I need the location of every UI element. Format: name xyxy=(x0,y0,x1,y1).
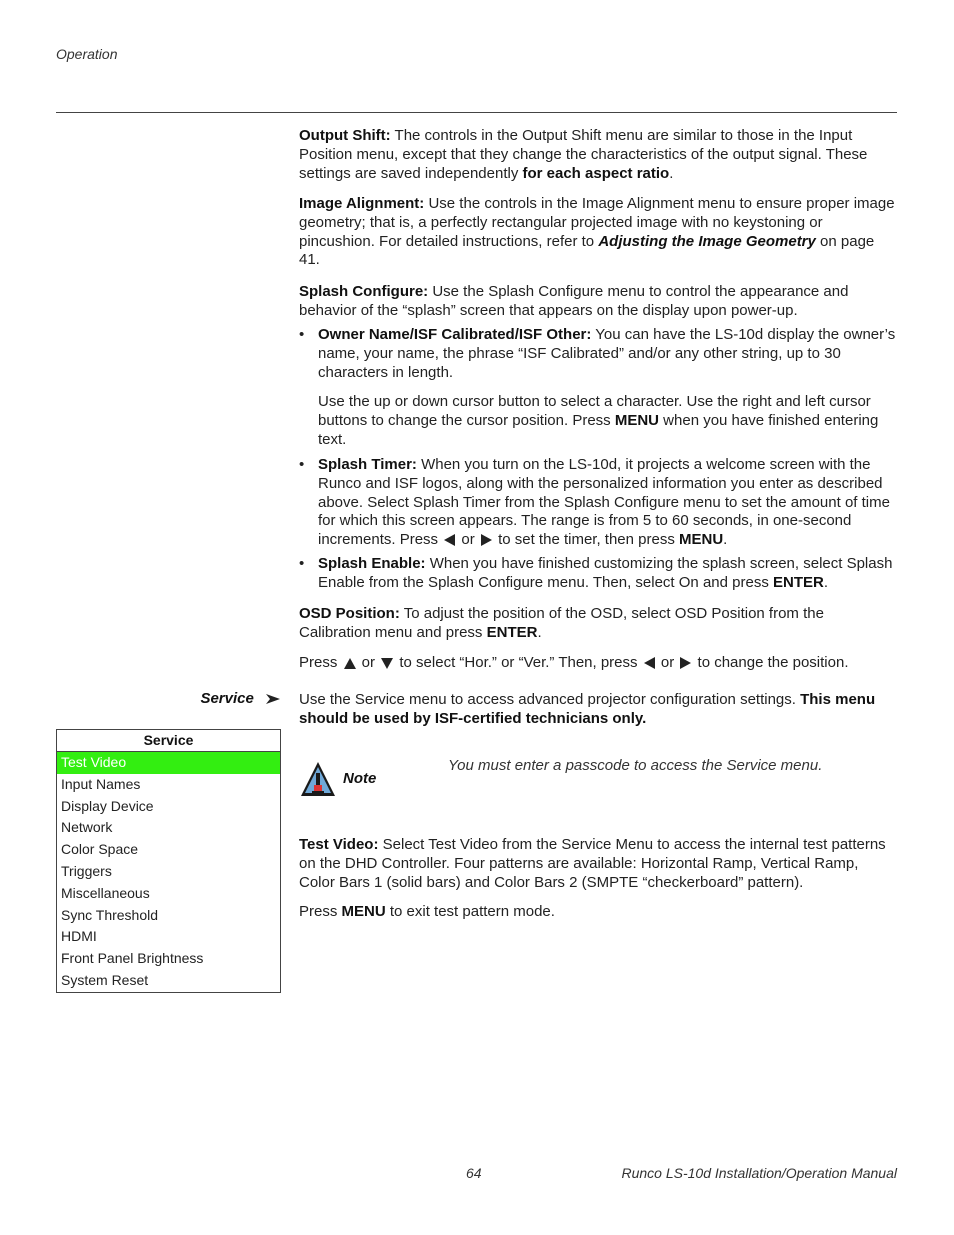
splash-timer-text: When you turn on the LS-10d, it projects a welcome screen with the Runco and ISF logos, along with the personalized information you enter as described above. Select Splash Timer from the Splash Configure menu to set the amount of time for which this screen appears. The range is from 5 to 60 seconds, in one-second increments. Press xyxy=(318,456,890,549)
left-arrow-icon xyxy=(444,534,455,546)
splash-configure-paragraph xyxy=(299,283,897,321)
service-menu-item[interactable]: HDMI xyxy=(61,928,97,945)
service-menu-list xyxy=(57,752,280,992)
service-menu xyxy=(56,729,281,993)
owner-name-instructions xyxy=(299,393,897,449)
note-label: Note xyxy=(343,770,377,787)
osd-press-paragraph xyxy=(299,654,897,673)
image-alignment-text: Use the controls in the Image Alignment menu to ensure proper image geometry; that is, a perfectly rectangular projected image with no keystoning or pincushion. For detailed instructions, refer to xyxy=(299,195,895,250)
output-shift-label: Output Shift: xyxy=(299,127,391,144)
service-text: Use the Service menu to access advanced projector configuration settings. xyxy=(299,691,801,708)
service-menu-title: Service xyxy=(57,730,280,752)
output-shift-bold: for each aspect ratio xyxy=(522,164,670,182)
change-text: to change the position. xyxy=(693,654,849,671)
splash-enable-end: . xyxy=(823,573,828,591)
output-shift-end: . xyxy=(669,164,674,182)
osd-position-end: . xyxy=(537,623,542,641)
service-warning: This menu should be used by ISF-certified technicians only. xyxy=(299,691,876,727)
menu-keyword: MENU xyxy=(614,411,660,429)
service-menu-item[interactable]: Test Video xyxy=(57,752,280,774)
service-section-heading xyxy=(150,690,280,707)
down-arrow-icon xyxy=(381,658,393,669)
service-menu-item[interactable]: Sync Threshold xyxy=(61,906,159,923)
header-rule xyxy=(56,112,897,113)
or-text: or xyxy=(357,654,380,671)
or-text: or xyxy=(457,531,479,549)
splash-timer-label: Splash Timer: xyxy=(318,456,417,473)
owner-name-p2-end: when you have finished entering text. xyxy=(318,411,879,448)
splash-enable-label: Splash Enable: xyxy=(318,555,426,572)
arrow-marker-icon xyxy=(266,693,280,705)
osd-position-text: To adjust the position of the OSD, select OSD Position from the Calibration menu and press xyxy=(299,605,824,641)
note-warning-icon xyxy=(300,760,336,798)
service-menu-item[interactable]: Front Panel Brightness xyxy=(61,950,204,967)
output-shift-text: The controls in the Output Shift menu are similar to those in the Input Position menu, except that they change the characteristics of the output signal. These settings are saved independently xyxy=(299,127,868,182)
service-menu-item[interactable]: Miscellaneous xyxy=(61,884,150,901)
splash-enable-text: When you have finished customizing the splash screen, select Splash Enable from the Splash Configure menu. Then, select On and press xyxy=(318,555,893,591)
menu-keyword: MENU xyxy=(679,531,724,549)
service-menu-item[interactable]: Input Names xyxy=(61,775,141,792)
osd-position-label: OSD Position: xyxy=(299,605,400,622)
image-alignment-end: on page 41. xyxy=(299,232,875,269)
image-geometry-link[interactable]: Adjusting the Image Geometry xyxy=(598,232,816,250)
or-text: or xyxy=(656,654,679,671)
running-header: Operation xyxy=(56,46,118,62)
enter-keyword: ENTER xyxy=(772,573,824,591)
bullet-dot: • xyxy=(299,456,305,473)
bullet-dot: • xyxy=(299,555,305,572)
image-alignment-label: Image Alignment: xyxy=(299,195,425,212)
right-arrow-icon xyxy=(481,534,492,546)
note-text: You must enter a passcode to access the Service menu. xyxy=(448,757,823,774)
image-alignment-paragraph xyxy=(299,195,897,270)
left-arrow-icon xyxy=(644,657,655,669)
splash-timer-bullet xyxy=(299,456,897,550)
manual-title: Runco LS-10d Installation/Operation Manual xyxy=(621,1165,897,1181)
service-menu-item[interactable]: Triggers xyxy=(61,862,112,879)
service-menu-item[interactable]: Network xyxy=(61,819,113,836)
test-video-text: Select Test Video from the Service Menu to access the internal test patterns on the DHD Controller. Four patterns are available: Horizontal Ramp, Vertical Ramp, Color Bars 1 (solid bars) and Color Bars 2 (SMPTE “checkerboard” pattern). xyxy=(299,836,886,891)
test-video-exit-paragraph xyxy=(299,903,897,922)
service-paragraph xyxy=(299,691,897,729)
owner-name-p2: Use the up or down cursor button to select a character. Use the right and left cursor buttons to change the cursor position. Press xyxy=(318,393,871,429)
select-text: to select “Hor.” or “Ver.” Then, press xyxy=(395,654,642,671)
splash-configure-label: Splash Configure: xyxy=(299,283,429,300)
splash-enable-bullet xyxy=(299,555,897,593)
exit-text: to exit test pattern mode. xyxy=(385,903,555,920)
right-arrow-icon xyxy=(680,657,691,669)
owner-name-text: You can have the LS-10d display the owner’s name, your name, the phrase “ISF Calibrated” and/or any other string, up to 30 characters in length. xyxy=(318,326,896,381)
splash-configure-text: Use the Splash Configure menu to control the appearance and behavior of the “splash” screen that appears on the display upon power-up. xyxy=(299,283,849,319)
bullet-dot: • xyxy=(299,326,305,343)
osd-position-paragraph xyxy=(299,605,897,643)
splash-timer-after: to set the timer, then press xyxy=(493,531,679,549)
owner-name-label: Owner Name/ISF Calibrated/ISF Other: xyxy=(318,326,592,343)
owner-name-bullet xyxy=(299,326,897,382)
service-heading-text: Service xyxy=(200,690,254,707)
splash-timer-end: . xyxy=(723,531,728,549)
service-menu-item[interactable]: Color Space xyxy=(61,841,139,858)
service-menu-item[interactable]: Display Device xyxy=(61,797,154,814)
press-text: Press xyxy=(299,654,342,671)
up-arrow-icon xyxy=(344,658,356,669)
test-video-paragraph xyxy=(299,836,897,892)
test-video-label: Test Video: xyxy=(299,836,379,853)
service-menu-item[interactable]: System Reset xyxy=(61,971,149,988)
menu-keyword: MENU xyxy=(341,903,386,920)
output-shift-paragraph xyxy=(299,127,897,183)
page-number: 64 xyxy=(466,1165,482,1181)
press-text: Press xyxy=(299,903,342,920)
enter-keyword: ENTER xyxy=(486,623,538,641)
